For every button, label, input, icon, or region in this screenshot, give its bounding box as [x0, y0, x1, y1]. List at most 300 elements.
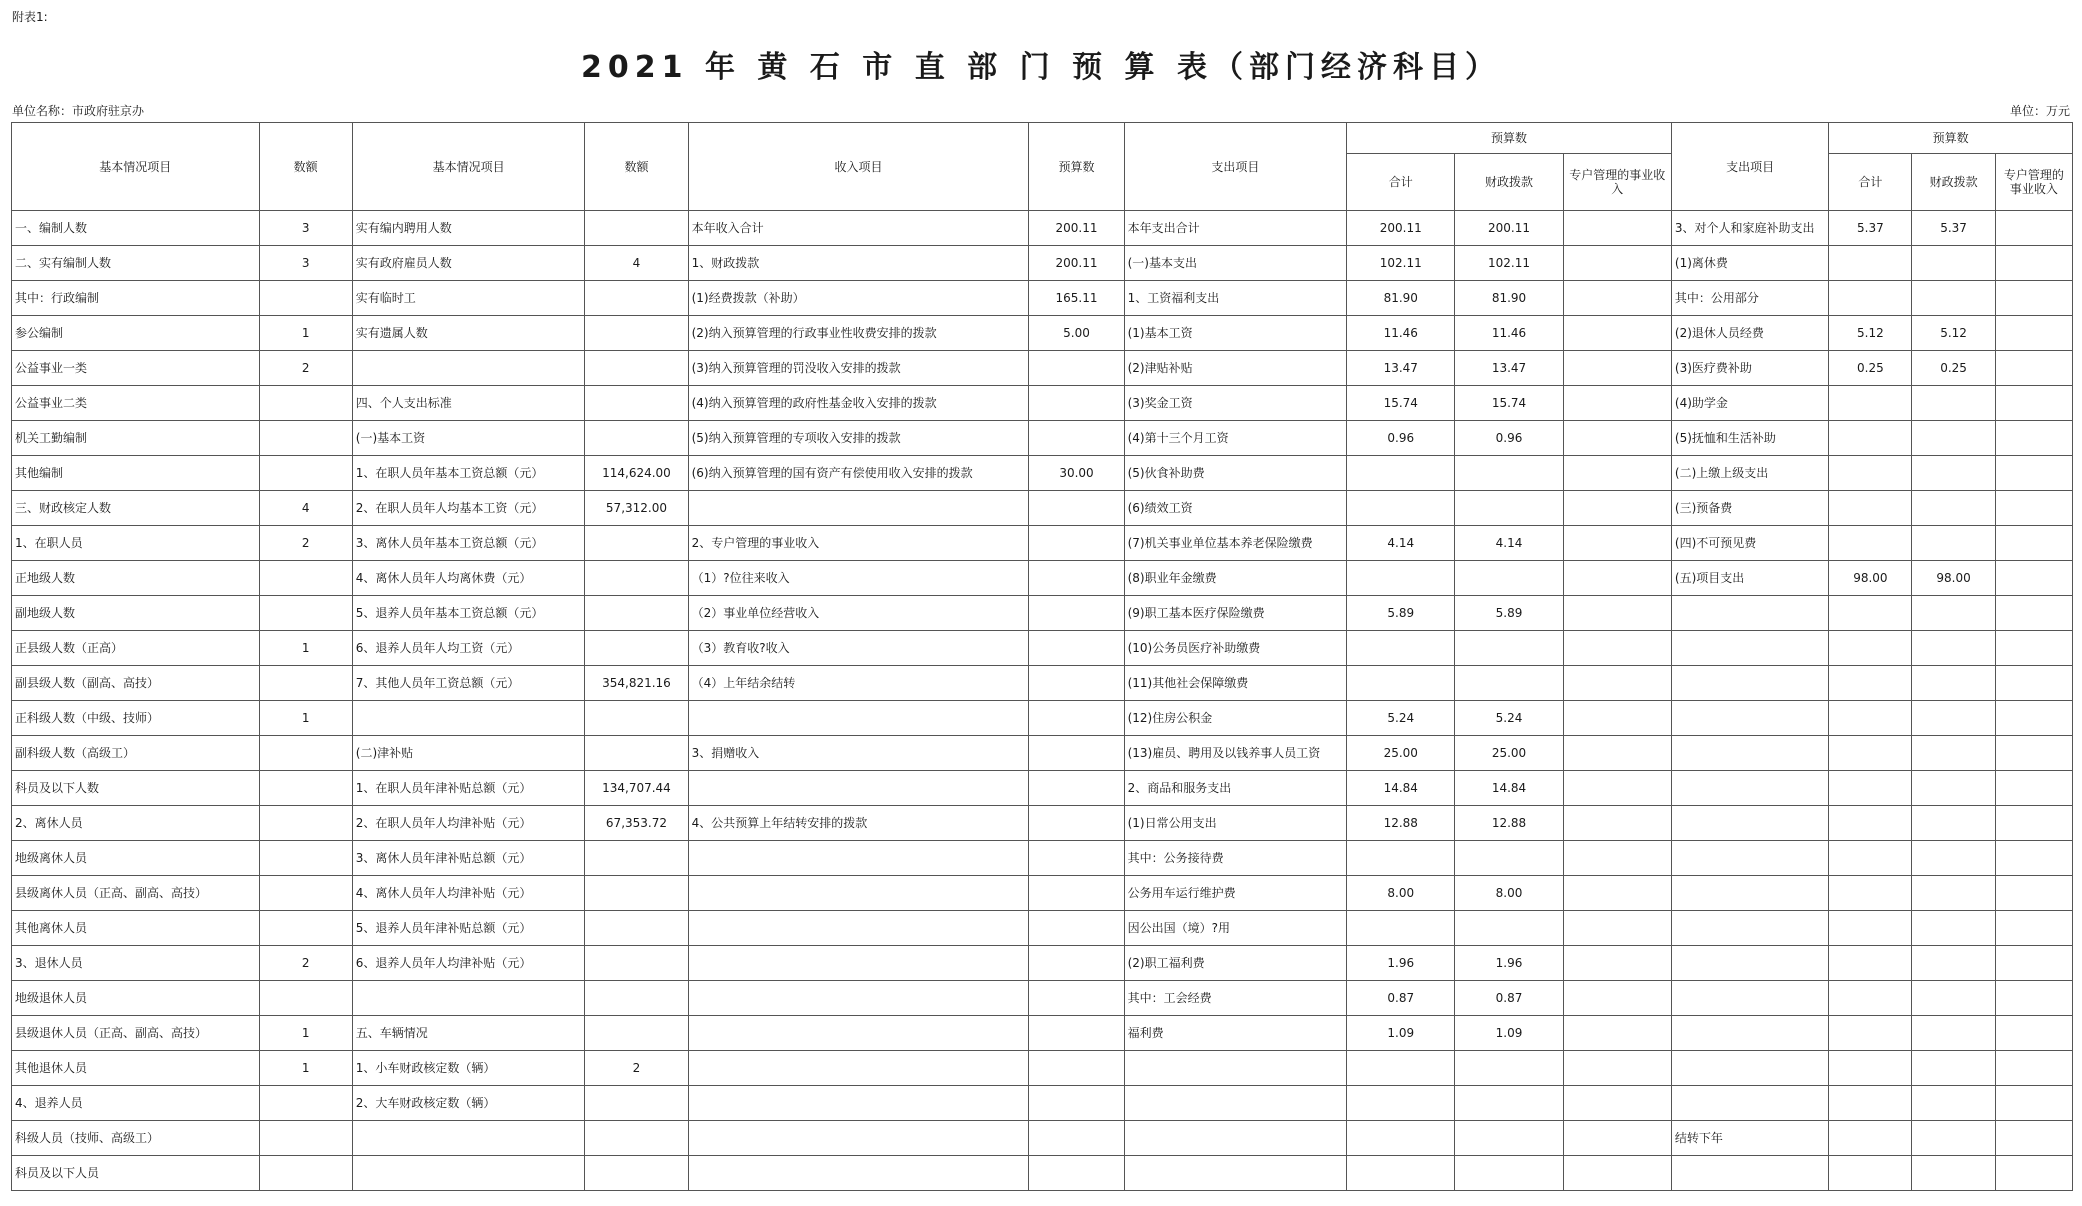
cell-basic-item: 其他离休人员 — [12, 911, 260, 946]
cell-fiscal — [1455, 911, 1563, 946]
header-special: 专户管理的事业收入 — [1563, 154, 1671, 211]
cell-basic-item: 科级人员（技师、高级工） — [12, 1121, 260, 1156]
cell-fiscal: 4.14 — [1455, 526, 1563, 561]
cell-fiscal-2: 98.00 — [1912, 561, 1995, 596]
cell-basic-item: 正县级人数（正高） — [12, 631, 260, 666]
cell-total-2 — [1829, 666, 1912, 701]
cell-special-2 — [1995, 1121, 2072, 1156]
cell-expense-item: 公务用车运行维护费 — [1124, 876, 1347, 911]
cell-fiscal-2 — [1912, 631, 1995, 666]
header-income-item: 收入项目 — [688, 123, 1029, 211]
cell-total: 14.84 — [1347, 771, 1455, 806]
cell-special — [1563, 246, 1671, 281]
cell-income-item: （1）?位往来收入 — [688, 561, 1029, 596]
cell-amount: 3 — [259, 246, 352, 281]
cell-fiscal-2 — [1912, 946, 1995, 981]
cell-total-2 — [1829, 526, 1912, 561]
cell-special — [1563, 596, 1671, 631]
cell-fiscal-2 — [1912, 281, 1995, 316]
cell-budget-amount — [1029, 491, 1124, 526]
cell-total-2: 98.00 — [1829, 561, 1912, 596]
cell-fiscal: 11.46 — [1455, 316, 1563, 351]
cell-total-2 — [1829, 421, 1912, 456]
cell-total-2 — [1829, 1086, 1912, 1121]
cell-total: 0.96 — [1347, 421, 1455, 456]
cell-expense-item: (11)其他社会保障缴费 — [1124, 666, 1347, 701]
cell-amount-2 — [585, 1086, 688, 1121]
cell-basic-item-2: 2、在职人员年人均基本工资（元） — [352, 491, 585, 526]
cell-fiscal — [1455, 666, 1563, 701]
cell-amount — [259, 1086, 352, 1121]
cell-fiscal: 5.89 — [1455, 596, 1563, 631]
cell-budget-amount: 200.11 — [1029, 246, 1124, 281]
cell-amount: 2 — [259, 946, 352, 981]
cell-expense-item-2 — [1671, 1016, 1828, 1051]
cell-budget-amount: 5.00 — [1029, 316, 1124, 351]
cell-fiscal-2 — [1912, 736, 1995, 771]
cell-total-2 — [1829, 631, 1912, 666]
cell-fiscal-2 — [1912, 701, 1995, 736]
cell-total — [1347, 631, 1455, 666]
cell-expense-item — [1124, 1156, 1347, 1191]
cell-special-2 — [1995, 211, 2072, 246]
cell-special-2 — [1995, 911, 2072, 946]
cell-fiscal — [1455, 561, 1563, 596]
cell-amount-2: 4 — [585, 246, 688, 281]
cell-basic-item-2: 5、退养人员年基本工资总额（元） — [352, 596, 585, 631]
cell-total — [1347, 666, 1455, 701]
cell-basic-item-2: (一)基本工资 — [352, 421, 585, 456]
cell-amount — [259, 876, 352, 911]
header-basic-item: 基本情况项目 — [12, 123, 260, 211]
cell-basic-item: 其他退休人员 — [12, 1051, 260, 1086]
cell-income-item: （3）教育收?收入 — [688, 631, 1029, 666]
cell-basic-item: 县级退休人员（正高、副高、高技） — [12, 1016, 260, 1051]
table-row — [12, 806, 2073, 841]
cell-total-2: 5.37 — [1829, 211, 1912, 246]
cell-income-item: (5)纳入预算管理的专项收入安排的拨款 — [688, 421, 1029, 456]
cell-special-2 — [1995, 771, 2072, 806]
cell-budget-amount — [1029, 981, 1124, 1016]
cell-basic-item-2: (二)津补贴 — [352, 736, 585, 771]
cell-amount — [259, 1121, 352, 1156]
cell-expense-item: (4)第十三个月工资 — [1124, 421, 1347, 456]
cell-special-2 — [1995, 561, 2072, 596]
cell-amount-2 — [585, 316, 688, 351]
cell-income-item: 1、财政拨款 — [688, 246, 1029, 281]
cell-expense-item-2: (三)预备费 — [1671, 491, 1828, 526]
cell-basic-item-2: 2、大车财政核定数（辆） — [352, 1086, 585, 1121]
cell-amount-2 — [585, 596, 688, 631]
cell-total — [1347, 1156, 1455, 1191]
table-row — [12, 981, 2073, 1016]
cell-total-2 — [1829, 911, 1912, 946]
table-row — [12, 386, 2073, 421]
cell-fiscal-2 — [1912, 596, 1995, 631]
cell-special-2 — [1995, 946, 2072, 981]
cell-expense-item-2 — [1671, 771, 1828, 806]
unit-name: 单位名称：市政府驻京办 — [12, 104, 145, 118]
header-expense-item: 支出项目 — [1124, 123, 1347, 211]
cell-special — [1563, 526, 1671, 561]
cell-special-2 — [1995, 596, 2072, 631]
cell-expense-item-2: 其中：公用部分 — [1671, 281, 1828, 316]
cell-fiscal — [1455, 841, 1563, 876]
table-row — [12, 351, 2073, 386]
cell-amount: 1 — [259, 1051, 352, 1086]
cell-special-2 — [1995, 876, 2072, 911]
cell-income-item — [688, 1016, 1029, 1051]
cell-basic-item-2 — [352, 1121, 585, 1156]
cell-amount — [259, 421, 352, 456]
cell-basic-item-2: 3、离休人员年津补贴总额（元） — [352, 841, 585, 876]
cell-total: 8.00 — [1347, 876, 1455, 911]
header-fiscal: 财政拨款 — [1455, 154, 1563, 211]
table-row — [12, 491, 2073, 526]
cell-basic-item: 公益事业二类 — [12, 386, 260, 421]
table-row — [12, 211, 2073, 246]
cell-amount-2 — [585, 946, 688, 981]
cell-total-2 — [1829, 841, 1912, 876]
cell-expense-item: (1)基本工资 — [1124, 316, 1347, 351]
cell-budget-amount — [1029, 771, 1124, 806]
cell-amount-2 — [585, 386, 688, 421]
page-title: 2021 年 黄 石 市 直 部 门 预 算 表（部门经济科目） — [581, 50, 1501, 85]
cell-fiscal — [1455, 1086, 1563, 1121]
cell-expense-item-2: (五)项目支出 — [1671, 561, 1828, 596]
cell-special-2 — [1995, 281, 2072, 316]
cell-basic-item: 三、财政核定人数 — [12, 491, 260, 526]
cell-fiscal — [1455, 1121, 1563, 1156]
cell-income-item: （2）事业单位经营收入 — [688, 596, 1029, 631]
cell-basic-item-2: 实有编内聘用人数 — [352, 211, 585, 246]
cell-fiscal-2 — [1912, 386, 1995, 421]
cell-special — [1563, 946, 1671, 981]
cell-total-2 — [1829, 981, 1912, 1016]
cell-budget-amount — [1029, 701, 1124, 736]
cell-expense-item: (6)绩效工资 — [1124, 491, 1347, 526]
cell-fiscal-2 — [1912, 526, 1995, 561]
cell-basic-item: 正地级人数 — [12, 561, 260, 596]
cell-income-item — [688, 911, 1029, 946]
cell-special-2 — [1995, 491, 2072, 526]
cell-income-item — [688, 1086, 1029, 1121]
cell-amount — [259, 281, 352, 316]
cell-expense-item-2: (5)抚恤和生活补助 — [1671, 421, 1828, 456]
cell-amount: 1 — [259, 316, 352, 351]
cell-amount-2 — [585, 876, 688, 911]
cell-amount: 3 — [259, 211, 352, 246]
cell-expense-item-2 — [1671, 841, 1828, 876]
cell-basic-item-2: 6、退养人员年人均工资（元） — [352, 631, 585, 666]
cell-basic-item-2: 7、其他人员年工资总额（元） — [352, 666, 585, 701]
cell-amount — [259, 561, 352, 596]
cell-special — [1563, 1121, 1671, 1156]
cell-expense-item: 福利费 — [1124, 1016, 1347, 1051]
cell-amount — [259, 386, 352, 421]
cell-fiscal-2: 5.12 — [1912, 316, 1995, 351]
cell-special-2 — [1995, 806, 2072, 841]
cell-special — [1563, 211, 1671, 246]
cell-fiscal — [1455, 1156, 1563, 1191]
header-row — [12, 123, 2073, 154]
cell-special — [1563, 456, 1671, 491]
cell-amount-2 — [585, 281, 688, 316]
cell-total — [1347, 1051, 1455, 1086]
cell-fiscal-2 — [1912, 1121, 1995, 1156]
cell-basic-item-2: 4、离休人员年人均津补贴（元） — [352, 876, 585, 911]
cell-amount-2 — [585, 1016, 688, 1051]
cell-special-2 — [1995, 316, 2072, 351]
cell-total — [1347, 456, 1455, 491]
cell-special-2 — [1995, 1156, 2072, 1191]
cell-total: 13.47 — [1347, 351, 1455, 386]
header-budget-amount: 预算数 — [1029, 123, 1124, 211]
table-row — [12, 1016, 2073, 1051]
cell-basic-item: 副地级人数 — [12, 596, 260, 631]
cell-expense-item-2 — [1671, 666, 1828, 701]
cell-total: 1.96 — [1347, 946, 1455, 981]
cell-budget-amount: 30.00 — [1029, 456, 1124, 491]
cell-fiscal-2 — [1912, 911, 1995, 946]
cell-expense-item-2 — [1671, 1086, 1828, 1121]
cell-special-2 — [1995, 1016, 2072, 1051]
cell-fiscal — [1455, 456, 1563, 491]
cell-basic-item: 地级离休人员 — [12, 841, 260, 876]
cell-expense-item-2: (1)离休费 — [1671, 246, 1828, 281]
cell-budget-amount — [1029, 736, 1124, 771]
cell-total-2 — [1829, 1156, 1912, 1191]
cell-expense-item-2 — [1671, 736, 1828, 771]
cell-budget-amount — [1029, 876, 1124, 911]
budget-table — [11, 122, 2073, 1191]
cell-amount-2 — [585, 631, 688, 666]
header-amount: 数额 — [259, 123, 352, 211]
cell-amount-2 — [585, 981, 688, 1016]
cell-basic-item: 1、在职人员 — [12, 526, 260, 561]
cell-expense-item: (5)伙食补助费 — [1124, 456, 1347, 491]
cell-total: 200.11 — [1347, 211, 1455, 246]
cell-amount — [259, 1156, 352, 1191]
table-row — [12, 631, 2073, 666]
cell-fiscal-2 — [1912, 1051, 1995, 1086]
cell-amount — [259, 841, 352, 876]
cell-special — [1563, 281, 1671, 316]
cell-expense-item: (7)机关事业单位基本养老保险缴费 — [1124, 526, 1347, 561]
cell-total: 12.88 — [1347, 806, 1455, 841]
cell-special — [1563, 1156, 1671, 1191]
cell-total: 1.09 — [1347, 1016, 1455, 1051]
table-row — [12, 281, 2073, 316]
cell-income-item — [688, 1121, 1029, 1156]
cell-amount-2: 134,707.44 — [585, 771, 688, 806]
header-amount-2: 数额 — [585, 123, 688, 211]
cell-expense-item-2: (二)上缴上级支出 — [1671, 456, 1828, 491]
cell-amount-2 — [585, 526, 688, 561]
header-budget-group: 预算数 — [1347, 123, 1672, 154]
cell-amount-2 — [585, 211, 688, 246]
cell-expense-item: (10)公务员医疗补助缴费 — [1124, 631, 1347, 666]
cell-basic-item: 地级退休人员 — [12, 981, 260, 1016]
cell-amount-2 — [585, 911, 688, 946]
cell-amount-2 — [585, 421, 688, 456]
cell-fiscal-2: 5.37 — [1912, 211, 1995, 246]
cell-amount — [259, 456, 352, 491]
cell-total — [1347, 1086, 1455, 1121]
cell-total: 81.90 — [1347, 281, 1455, 316]
cell-basic-item-2: 1、在职人员年基本工资总额（元） — [352, 456, 585, 491]
cell-expense-item: (8)职业年金缴费 — [1124, 561, 1347, 596]
header-budget-group-2: 预算数 — [1829, 123, 2073, 154]
cell-expense-item: (一)基本支出 — [1124, 246, 1347, 281]
cell-budget-amount — [1029, 1086, 1124, 1121]
cell-budget-amount — [1029, 946, 1124, 981]
cell-fiscal: 12.88 — [1455, 806, 1563, 841]
cell-fiscal-2 — [1912, 1156, 1995, 1191]
cell-fiscal: 81.90 — [1455, 281, 1563, 316]
cell-budget-amount — [1029, 666, 1124, 701]
cell-expense-item — [1124, 1051, 1347, 1086]
cell-income-item: (3)纳入预算管理的罚没收入安排的拨款 — [688, 351, 1029, 386]
cell-expense-item-2: 结转下年 — [1671, 1121, 1828, 1156]
cell-budget-amount — [1029, 351, 1124, 386]
cell-special-2 — [1995, 1086, 2072, 1121]
cell-special — [1563, 421, 1671, 456]
cell-fiscal: 102.11 — [1455, 246, 1563, 281]
cell-special-2 — [1995, 666, 2072, 701]
cell-basic-item: 副县级人数（副高、高技） — [12, 666, 260, 701]
cell-special-2 — [1995, 631, 2072, 666]
cell-basic-item: 二、实有编制人数 — [12, 246, 260, 281]
cell-expense-item: (2)职工福利费 — [1124, 946, 1347, 981]
cell-fiscal-2 — [1912, 1016, 1995, 1051]
cell-expense-item-2 — [1671, 701, 1828, 736]
cell-fiscal-2 — [1912, 421, 1995, 456]
cell-expense-item-2: (3)医疗费补助 — [1671, 351, 1828, 386]
cell-total: 5.24 — [1347, 701, 1455, 736]
cell-amount — [259, 806, 352, 841]
cell-fiscal: 0.96 — [1455, 421, 1563, 456]
cell-expense-item: (12)住房公积金 — [1124, 701, 1347, 736]
header-total-2: 合计 — [1829, 154, 1912, 211]
cell-total — [1347, 1121, 1455, 1156]
cell-income-item: （4）上年结余结转 — [688, 666, 1029, 701]
cell-amount — [259, 596, 352, 631]
cell-fiscal: 14.84 — [1455, 771, 1563, 806]
cell-income-item: (2)纳入预算管理的行政事业性收费安排的拨款 — [688, 316, 1029, 351]
cell-basic-item-2: 实有遗属人数 — [352, 316, 585, 351]
cell-special — [1563, 771, 1671, 806]
cell-amount: 2 — [259, 526, 352, 561]
cell-total-2 — [1829, 246, 1912, 281]
cell-budget-amount — [1029, 911, 1124, 946]
cell-budget-amount — [1029, 421, 1124, 456]
cell-basic-item: 科员及以下人员 — [12, 1156, 260, 1191]
cell-income-item — [688, 1051, 1029, 1086]
cell-total: 25.00 — [1347, 736, 1455, 771]
cell-amount-2 — [585, 1121, 688, 1156]
cell-amount — [259, 666, 352, 701]
cell-fiscal-2 — [1912, 1086, 1995, 1121]
cell-total-2 — [1829, 491, 1912, 526]
table-row — [12, 246, 2073, 281]
cell-total-2 — [1829, 946, 1912, 981]
cell-basic-item-2: 五、车辆情况 — [352, 1016, 585, 1051]
cell-expense-item-2 — [1671, 981, 1828, 1016]
cell-income-item: 3、捐赠收入 — [688, 736, 1029, 771]
cell-amount — [259, 981, 352, 1016]
cell-expense-item: 其中：工会经费 — [1124, 981, 1347, 1016]
cell-basic-item: 正科级人数（中级、技师） — [12, 701, 260, 736]
cell-special-2 — [1995, 736, 2072, 771]
cell-total-2 — [1829, 736, 1912, 771]
cell-special-2 — [1995, 421, 2072, 456]
cell-fiscal: 5.24 — [1455, 701, 1563, 736]
cell-basic-item: 参公编制 — [12, 316, 260, 351]
cell-special — [1563, 491, 1671, 526]
header-fiscal-2: 财政拨款 — [1912, 154, 1995, 211]
table-row — [12, 666, 2073, 701]
cell-total-2 — [1829, 386, 1912, 421]
cell-special-2 — [1995, 456, 2072, 491]
cell-special — [1563, 1016, 1671, 1051]
cell-total-2 — [1829, 876, 1912, 911]
cell-basic-item-2 — [352, 701, 585, 736]
cell-total-2: 0.25 — [1829, 351, 1912, 386]
cell-fiscal-2 — [1912, 876, 1995, 911]
cell-basic-item-2 — [352, 351, 585, 386]
cell-amount — [259, 736, 352, 771]
table-row — [12, 456, 2073, 491]
cell-basic-item-2: 实有临时工 — [352, 281, 585, 316]
cell-income-item: 本年收入合计 — [688, 211, 1029, 246]
cell-expense-item: (2)津贴补贴 — [1124, 351, 1347, 386]
cell-fiscal-2 — [1912, 666, 1995, 701]
cell-amount-2: 67,353.72 — [585, 806, 688, 841]
cell-special — [1563, 561, 1671, 596]
cell-income-item — [688, 701, 1029, 736]
cell-amount: 4 — [259, 491, 352, 526]
cell-fiscal — [1455, 491, 1563, 526]
table-row — [12, 736, 2073, 771]
cell-special — [1563, 911, 1671, 946]
cell-special-2 — [1995, 246, 2072, 281]
cell-budget-amount — [1029, 841, 1124, 876]
cell-basic-item: 其他编制 — [12, 456, 260, 491]
cell-fiscal: 1.96 — [1455, 946, 1563, 981]
cell-basic-item-2: 5、退养人员年津补贴总额（元） — [352, 911, 585, 946]
cell-fiscal-2: 0.25 — [1912, 351, 1995, 386]
cell-basic-item-2: 6、退养人员年人均津补贴（元） — [352, 946, 585, 981]
cell-fiscal-2 — [1912, 806, 1995, 841]
cell-fiscal-2 — [1912, 456, 1995, 491]
cell-amount: 1 — [259, 1016, 352, 1051]
cell-budget-amount: 200.11 — [1029, 211, 1124, 246]
table-row — [12, 316, 2073, 351]
cell-expense-item-2 — [1671, 806, 1828, 841]
cell-special-2 — [1995, 1051, 2072, 1086]
cell-amount-2 — [585, 841, 688, 876]
table-row — [12, 596, 2073, 631]
cell-budget-amount: 165.11 — [1029, 281, 1124, 316]
header-basic-item-2: 基本情况项目 — [352, 123, 585, 211]
cell-expense-item: (13)雇员、聘用及以钱养事人员工资 — [1124, 736, 1347, 771]
cell-budget-amount — [1029, 631, 1124, 666]
cell-total: 0.87 — [1347, 981, 1455, 1016]
table-row — [12, 946, 2073, 981]
cell-income-item: (1)经费拨款（补助） — [688, 281, 1029, 316]
cell-expense-item-2 — [1671, 1156, 1828, 1191]
